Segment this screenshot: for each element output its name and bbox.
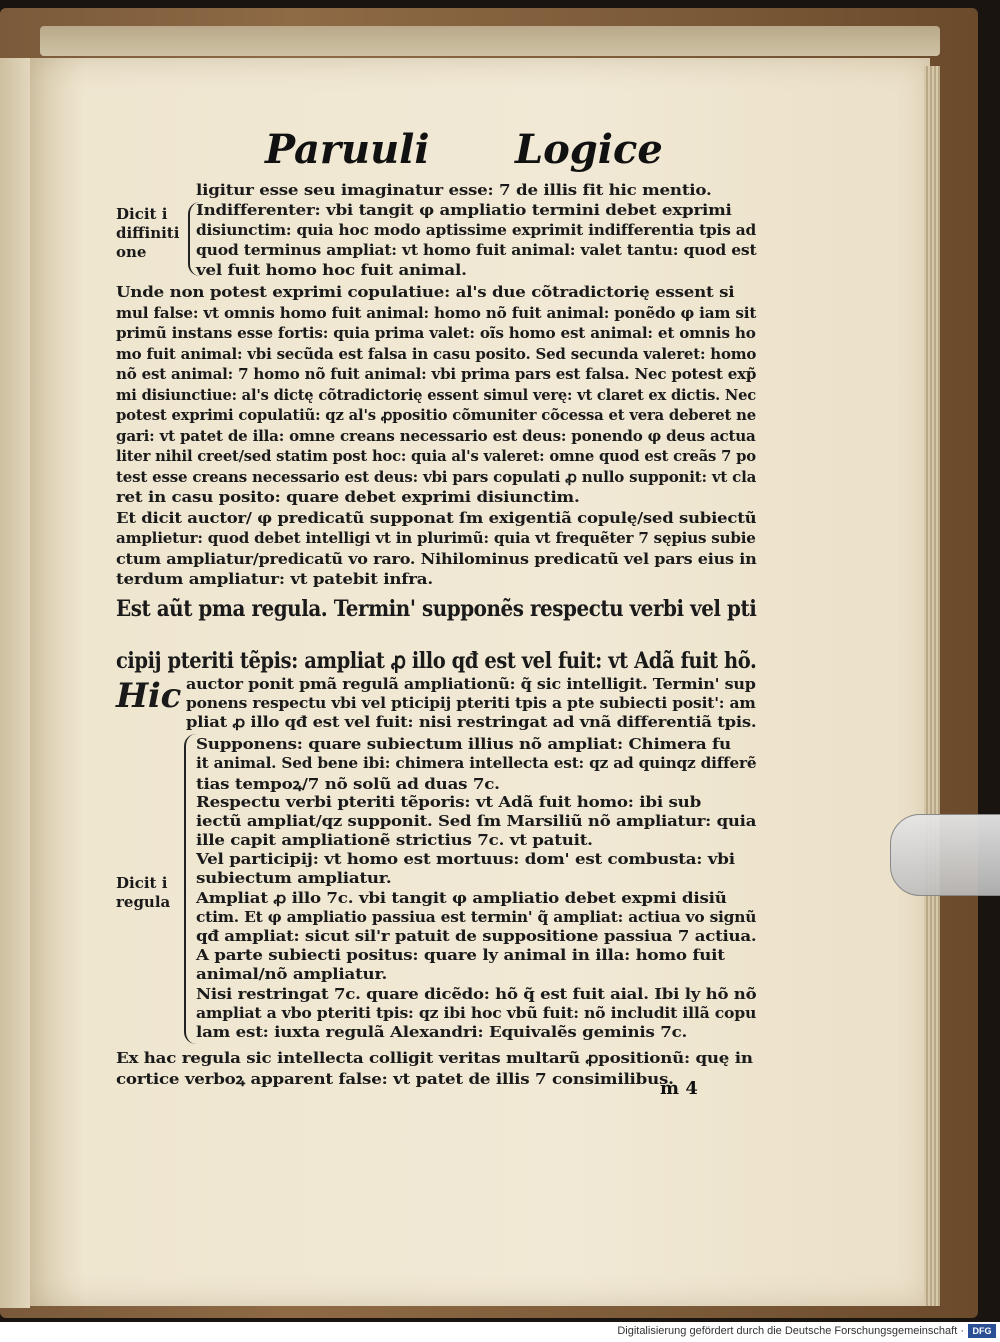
block4-line: tias tempoꝝ/7 nõ solũ ad duas 7c. <box>196 776 500 794</box>
left-page-edge <box>0 58 30 1308</box>
rule-line: cipij pteriti tẽpis: ampliat ꝓ illo qđ est vel fuit: vt Adã fuit hõ. <box>116 648 757 674</box>
block2-line: ret in casu posito: quare debet exprimi disiunctim. <box>116 489 580 506</box>
page-clip <box>890 814 1000 896</box>
block4-line: animal/nõ ampliatur. <box>196 966 388 984</box>
rule-line: Est aũt pma regula. Termin' supponẽs respectu verbi vel pti <box>116 596 757 622</box>
block1-line: disiunctim: quia hoc modo aptissime exprimit indifferentia tpis ad <box>196 222 757 239</box>
block4-line: A parte subiecti positus: quare ly animal in illa: homo fuit <box>196 947 725 965</box>
footer-credit: Digitalisierung gefördert durch die Deutsche Forschungsgemeinschaft · <box>617 1325 964 1337</box>
block2-line: nõ est animal: 7 homo nõ fuit animal: vbi prima pars est falsa. Nec potest exp̃ <box>116 366 757 383</box>
block4-line: Vel participij: vt homo est mortuus: dom' est combusta: vbi <box>196 851 735 869</box>
brace-2 <box>184 734 196 1044</box>
block2-line: terdum ampliatur: vt patebit infra. <box>116 571 433 588</box>
block4-line: Respectu verbi pteriti tẽporis: vt Adã fuit homo: ibi sub <box>196 793 702 811</box>
page-stack-top <box>40 26 940 56</box>
margin-note-2: Dicit i regula <box>116 874 171 911</box>
block1-line: Indifferenter: vbi tangit φ ampliatio termini debet exprimi <box>196 202 732 219</box>
block2-line: test esse creans necessario est deus: vbi pars copulati ꝓ nullo supponit: vt cla <box>116 468 757 486</box>
block2-line: mo fuit animal: vbi secũda est falsa in casu posito. Sed secunda valeret: homo <box>116 345 757 363</box>
block4-line: lam est: iuxta regulã Alexandri: Equivalẽs geminis 7c. <box>196 1024 688 1041</box>
page-edges <box>924 66 940 1306</box>
block5-line: Ex hac regula sic intellecta colligit veritas multarũ ꝓpositionũ: quę in <box>116 1050 753 1067</box>
block4-line: Supponens: quare subiectum illius nõ ampliat: Chimera fu <box>196 736 731 753</box>
block1-line: vel fuit homo hoc fuit animal. <box>196 262 467 279</box>
block2-line: gari: vt patet de illa: omne creans necessario est deus: ponendo φ deus actua <box>116 427 756 445</box>
margin-note-1: Dicit i diffiniti one <box>116 205 180 261</box>
signature-mark: m 4 <box>660 1078 698 1099</box>
block3-line: ponens respectu vbi vel pticipij pteriti tpis a pte subiecti posit': am <box>186 695 756 712</box>
block2-line: amplietur: quod debet intelligi vt in plurimũ: quia vt frequẽter 7 sępius subie <box>116 530 756 547</box>
block4-line: Ampliat ꝓ illo 7c. vbi tangit φ ampliatio debet expmi disiũ <box>196 889 727 907</box>
footer-bar <box>0 1322 1000 1342</box>
running-head-left: Paruuli <box>265 126 430 173</box>
block2-line: mul false: vt omnis homo fuit animal: homo nõ fuit animal: ponẽdo φ iam sit <box>116 304 757 322</box>
dfg-logo: DFG <box>968 1324 996 1338</box>
block1-line: quod terminus ampliat: vt homo fuit animal: valet tantu: quod est <box>196 242 757 259</box>
block4-line: ille capit ampliationẽ strictius 7c. vt patuit. <box>196 832 593 849</box>
block4-line: subiectum ampliatur. <box>196 870 392 888</box>
initial-hic: Hic <box>116 676 182 716</box>
block4-line: Nisi restringat 7c. quare dicẽdo: hõ q̃ est fuit aial. Ibi ly hõ nõ <box>196 985 757 1003</box>
block4-line: qđ ampliat: sicut sil'r patuit de suppositione passiua 7 actiua. <box>196 928 757 945</box>
block4-line: ctim. Et φ ampliatio passiua est termin' q̃ ampliat: actiua vo signũ <box>196 908 757 926</box>
block2-line: Unde non potest exprimi copulatiue: al's due cõtradictorię essent si <box>116 284 735 301</box>
running-head-right: Logice <box>515 126 663 173</box>
block2-line: liter nihil creet/sed statim post hoc: quia al's valeret: omne quod est creãs 7 po <box>116 448 756 465</box>
block2-line: primũ instans esse fortis: quia prima valet: oĩs homo est animal: et omnis ho <box>116 325 756 342</box>
block4-line: it animal. Sed bene ibi: chimera intellecta est: qz ad quinqz differẽ <box>196 755 757 773</box>
block2-line: potest exprimi copulatiũ: qz al's ꝓpositio cõmuniter cõcessa et vera deberet ne <box>116 407 756 424</box>
block2-line: mi disiunctiue: al's dictę cõtradictorię essent simul verę: vt claret ex dictis. Nec <box>116 386 756 404</box>
block3-line: auctor ponit pmã regulã ampliationũ: q̃ sic intelligit. Termin' sup <box>186 676 756 693</box>
block4-line: iectũ ampliat/qz supponit. Sed ſm Marsiliũ nõ ampliatur: quia <box>196 812 757 830</box>
block2-line: Et dicit auctor/ φ predicatũ supponat ſm exigentiã copulę/sed subiectũ <box>116 509 757 527</box>
brace-1 <box>188 202 200 276</box>
block5-line: cortice verboꝝ apparent false: vt patet de illis 7 consimilibus. <box>116 1071 674 1088</box>
block3-line: pliat ꝓ illo qđ est vel fuit: nisi restringat ad vnã differentiã tpis. <box>186 714 757 731</box>
block4-line: ampliat a vbo pteriti tpis: qz ibi hoc vbũ fuit: nõ includit illã copu <box>196 1004 757 1022</box>
block1-line: ligitur esse seu imaginatur esse: 7 de illis fit hic mentio. <box>196 182 712 199</box>
block2-line: ctum ampliatur/predicatũ vo raro. Nihilominus predicatũ vel pars eius in <box>116 550 757 568</box>
